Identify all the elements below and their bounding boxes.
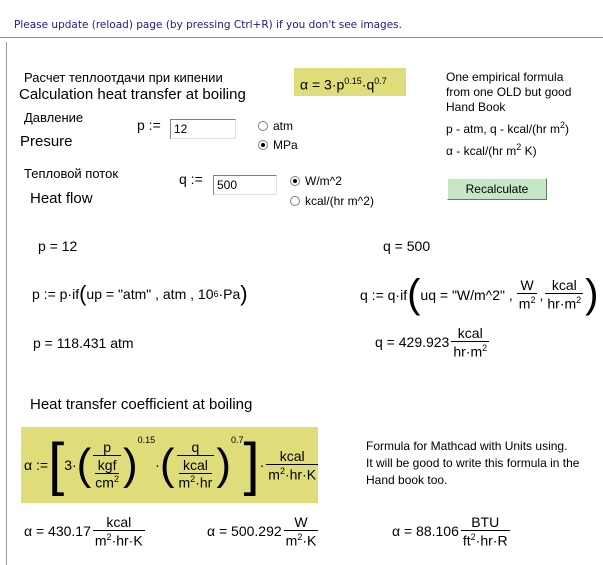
radio-w-m2[interactable]: W/m^2 <box>290 174 342 188</box>
q-result: q = 429.923 $\frac{\text{kcal}}{hr\cdot m^2}$ <box>375 325 488 360</box>
formula-comment: Formula for Mathcad with Units using. It will be good to write this formula in the Hand book too. <box>366 439 580 487</box>
radio-mpa-dot[interactable] <box>258 140 268 150</box>
radio-kcal[interactable]: kcal/(hr m^2) <box>290 194 374 208</box>
radio-atm[interactable]: atm <box>258 119 293 133</box>
mathcad-formula: α := [ 3· ( p kgf $cm^2$ ) $^{0.15}$ · ( q kcal $m^2\cdot hr$ ) $^{0.7}$ ] · $\frac{\text{kcal}}{m^2\cdot hr\cdot K}$ <box>24 432 317 497</box>
mathcad-formula-box <box>21 427 318 503</box>
radio-w-m2-dot[interactable] <box>290 176 300 186</box>
pressure-label-ru: Давление <box>24 110 84 125</box>
pressure-label-en: Presure <box>20 133 73 150</box>
notice-bar <box>0 0 603 38</box>
pressure-input[interactable] <box>170 119 236 139</box>
answer-btu: α = 88.106 $\frac{\text{BTU}}{ft^2\cdot hr\cdot R}$ <box>392 514 508 549</box>
p-echo: p = 12 <box>38 238 78 254</box>
pressure-var: p := <box>137 117 161 133</box>
formula-note: One empirical formula from one OLD but good Hand Book p - atm, q - kcal/(hr $m^2$) α - kcal/(hr $m^2$ K) <box>446 70 572 158</box>
empirical-formula: $\alpha = 3\cdot p^{0.15}\cdot q^{0.7}$ <box>300 76 387 93</box>
flow-var: q := <box>179 171 203 187</box>
flow-input[interactable] <box>213 175 277 195</box>
radio-kcal-dot[interactable] <box>290 196 300 206</box>
q-conversion: q := q·if ( uq = "W/m^2" , $\frac{W}{m^2}$ , $\frac{\text{kcal}}{hr\cdot m^2}$ ) <box>360 272 599 316</box>
flow-label-ru: Тепловой поток <box>24 166 119 181</box>
reload-notice: Please update (reload) page (by pressing Ctrl+R) if you don't see images. <box>14 19 402 31</box>
radio-atm-dot[interactable] <box>258 121 268 131</box>
p-conversion: p := p·if ( up = "atm" , atm , 10 6 ·Pa ) <box>32 281 248 306</box>
title-en: Calculation heat transfer at boiling <box>19 86 246 103</box>
answer-w: α = 500.292 $\frac{W}{m^2\cdot K}$ <box>207 514 317 549</box>
title-ru: Расчет теплоотдачи при кипении <box>24 70 223 85</box>
recalculate-button[interactable]: Recalculate <box>447 178 547 200</box>
q-echo: q = 500 <box>383 238 431 254</box>
coef-heading: Heat transfer coefficient at boiling <box>30 396 253 413</box>
flow-label-en: Heat flow <box>30 190 93 207</box>
empirical-formula-box <box>294 68 406 96</box>
radio-mpa[interactable]: MPa <box>258 138 298 152</box>
p-result: p = 118.431 atm <box>33 335 134 351</box>
answer-kcal: α = 430.17 $\frac{\text{kcal}}{m^2\cdot hr\cdot K}$ <box>24 514 143 549</box>
